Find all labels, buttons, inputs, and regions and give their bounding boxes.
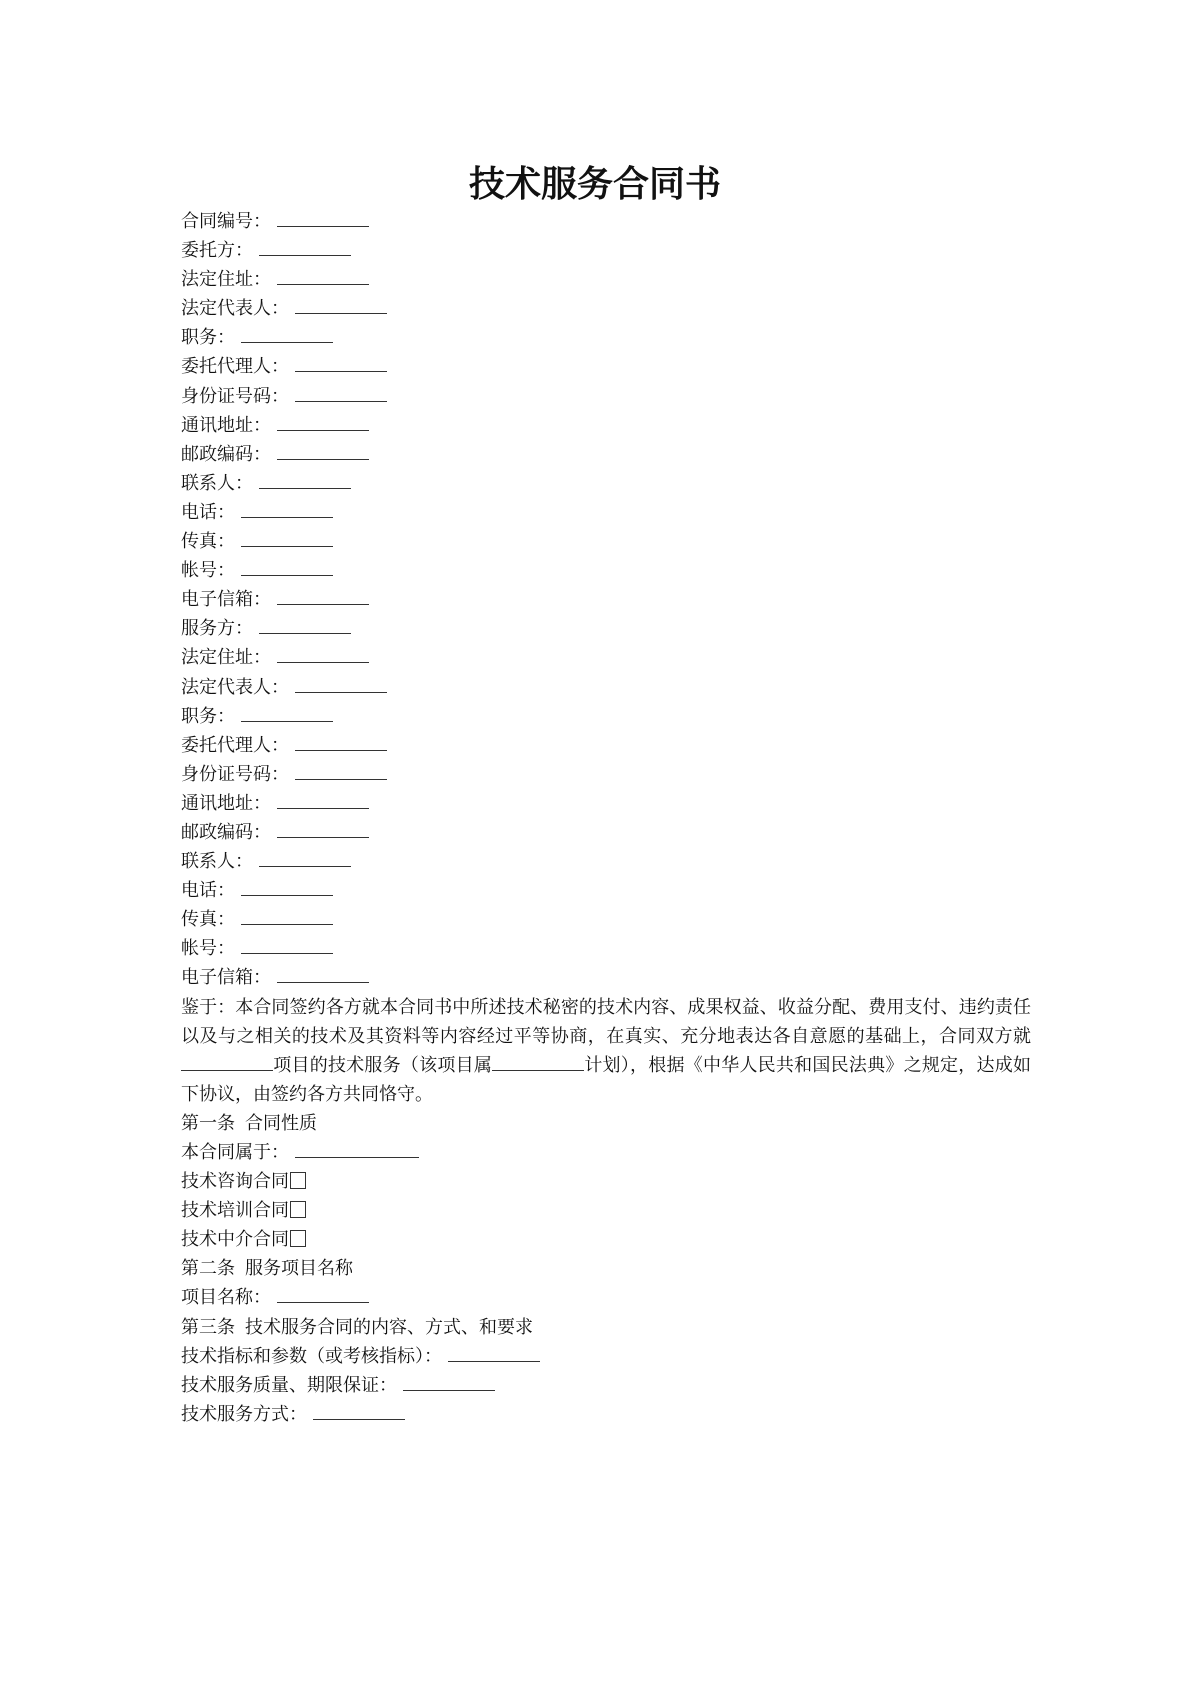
field-label: 法定住址： xyxy=(181,269,271,291)
party-field xyxy=(181,585,1031,614)
party-info-fields xyxy=(181,207,1031,993)
field-label: 帐号： xyxy=(181,560,235,582)
project-name-input-blank[interactable] xyxy=(277,1284,369,1303)
field-label: 帐号： xyxy=(181,938,235,960)
option-label: 技术中介合同 xyxy=(181,1229,289,1251)
party-field xyxy=(181,673,1031,702)
field-label: 身份证号码： xyxy=(181,385,289,407)
field-label: 委托代理人： xyxy=(181,734,289,756)
field-blank[interactable] xyxy=(259,470,351,489)
field-blank[interactable] xyxy=(241,499,333,518)
field-label: 委托代理人： xyxy=(181,356,289,378)
party-field xyxy=(181,876,1031,905)
field-blank[interactable] xyxy=(241,703,333,722)
project-name-blank[interactable] xyxy=(181,1052,273,1071)
party-field xyxy=(181,527,1031,556)
field-blank[interactable] xyxy=(241,557,333,576)
field-blank[interactable] xyxy=(241,324,333,343)
party-field xyxy=(181,643,1031,672)
party-field xyxy=(181,760,1031,789)
field-label: 邮政编码： xyxy=(181,821,271,843)
field-label: 委托方： xyxy=(181,240,253,262)
article-number: 第一条 xyxy=(181,1112,235,1134)
field-label: 传真： xyxy=(181,909,235,931)
service-quality-field xyxy=(181,1371,1031,1400)
field-label: 法定代表人： xyxy=(181,298,289,320)
field-blank[interactable] xyxy=(277,586,369,605)
party-field xyxy=(181,963,1031,992)
party-field xyxy=(181,614,1031,643)
option-label: 技术培训合同 xyxy=(181,1200,289,1222)
party-field xyxy=(181,294,1031,323)
article-number: 第三条 xyxy=(181,1316,235,1338)
field-blank[interactable] xyxy=(295,383,387,402)
field-label: 技术服务质量、期限保证： xyxy=(181,1374,397,1396)
field-label: 电话： xyxy=(181,501,235,523)
field-label: 电话： xyxy=(181,880,235,902)
field-blank[interactable] xyxy=(295,353,387,372)
field-label: 合同编号： xyxy=(181,211,271,232)
field-blank[interactable] xyxy=(259,848,351,867)
field-label: 通讯地址： xyxy=(181,414,271,436)
project-name-field xyxy=(181,1283,1031,1312)
field-label: 联系人： xyxy=(181,851,253,873)
field-blank[interactable] xyxy=(277,412,369,431)
field-label: 邮政编码： xyxy=(181,443,271,465)
field-blank[interactable] xyxy=(241,528,333,547)
contract-type-field xyxy=(181,1138,1031,1167)
party-field xyxy=(181,556,1031,585)
field-label: 身份证号码： xyxy=(181,763,289,785)
option-consulting xyxy=(181,1167,1031,1196)
field-label: 职务： xyxy=(181,327,235,349)
document-title: 技术服务合同书 xyxy=(468,164,721,205)
field-label: 职务： xyxy=(181,705,235,727)
party-field xyxy=(181,498,1031,527)
article-title: 合同性质 xyxy=(245,1112,317,1134)
checkbox-icon[interactable] xyxy=(290,1230,306,1247)
field-label: 法定代表人： xyxy=(181,676,289,698)
field-blank[interactable] xyxy=(295,674,387,693)
field-label: 本合同属于： xyxy=(181,1142,289,1163)
field-blank[interactable] xyxy=(295,295,387,314)
party-field xyxy=(181,469,1031,498)
field-blank[interactable] xyxy=(277,266,369,285)
field-blank[interactable] xyxy=(277,790,369,809)
preamble-text-3: 计划），根据《中华人民共和国民法典》之规定，达成如下协议，由签约各方共同恪守。 xyxy=(181,1054,1031,1105)
article-title: 技术服务合同的内容、方式、和要求 xyxy=(245,1316,533,1338)
option-label: 技术咨询合同 xyxy=(181,1171,289,1193)
party-field xyxy=(181,352,1031,381)
field-blank[interactable] xyxy=(241,935,333,954)
field-blank[interactable] xyxy=(277,964,369,983)
field-label: 法定住址： xyxy=(181,647,271,669)
field-blank[interactable] xyxy=(277,644,369,663)
document-body xyxy=(181,207,1031,1429)
party-field xyxy=(181,440,1031,469)
preamble-text-1: 鉴于：本合同签约各方就本合同书中所述技术秘密的技术内容、成果权益、收益分配、费用支付、违约责任以及与之相关的技术及其资料等内容经过平等协商，在真实、充分地表达各自意愿的基础上，合同双方就 xyxy=(181,996,1031,1047)
field-blank[interactable] xyxy=(241,906,333,925)
party-field xyxy=(181,847,1031,876)
preamble-text-2: 项目的技术服务（该项目属 xyxy=(273,1054,493,1076)
party-field xyxy=(181,934,1031,963)
option-intermediary xyxy=(181,1225,1031,1254)
article-2-heading xyxy=(181,1254,1031,1283)
party-field xyxy=(181,207,1031,236)
article-1-heading xyxy=(181,1109,1031,1138)
party-field xyxy=(181,702,1031,731)
field-blank[interactable] xyxy=(241,877,333,896)
option-training xyxy=(181,1196,1031,1225)
tech-indicators-field xyxy=(181,1342,1031,1371)
article-number: 第二条 xyxy=(181,1258,235,1280)
article-3-heading xyxy=(181,1313,1031,1342)
article-title: 服务项目名称 xyxy=(245,1258,353,1280)
field-label: 项目名称： xyxy=(181,1287,271,1309)
field-blank[interactable] xyxy=(277,819,369,838)
field-label: 服务方： xyxy=(181,618,253,640)
field-blank[interactable] xyxy=(403,1372,495,1391)
field-label: 电子信箱： xyxy=(181,589,271,611)
party-field xyxy=(181,265,1031,294)
party-field xyxy=(181,382,1031,411)
contract-type-blank[interactable] xyxy=(295,1139,419,1158)
party-field xyxy=(181,236,1031,265)
party-field xyxy=(181,731,1031,760)
field-blank[interactable] xyxy=(295,732,387,751)
field-blank[interactable] xyxy=(448,1343,540,1362)
party-field xyxy=(181,905,1031,934)
party-field xyxy=(181,411,1031,440)
field-label: 通讯地址： xyxy=(181,792,271,814)
party-field xyxy=(181,818,1031,847)
checkbox-icon[interactable] xyxy=(290,1201,306,1218)
preamble-paragraph xyxy=(181,993,1031,1109)
field-blank[interactable] xyxy=(259,615,351,634)
field-blank[interactable] xyxy=(277,208,369,227)
field-label: 技术服务方式： xyxy=(181,1403,307,1425)
field-blank[interactable] xyxy=(295,761,387,780)
field-label: 电子信箱： xyxy=(181,967,271,989)
field-blank[interactable] xyxy=(313,1401,405,1420)
service-method-field xyxy=(181,1400,1031,1429)
field-label: 传真： xyxy=(181,531,235,553)
field-blank[interactable] xyxy=(259,237,351,256)
party-field xyxy=(181,323,1031,352)
field-blank[interactable] xyxy=(277,441,369,460)
field-label: 联系人： xyxy=(181,472,253,494)
checkbox-icon[interactable] xyxy=(290,1172,306,1189)
field-label: 技术指标和参数（或考核指标）： xyxy=(181,1345,442,1367)
plan-name-blank[interactable] xyxy=(492,1052,584,1071)
party-field xyxy=(181,789,1031,818)
